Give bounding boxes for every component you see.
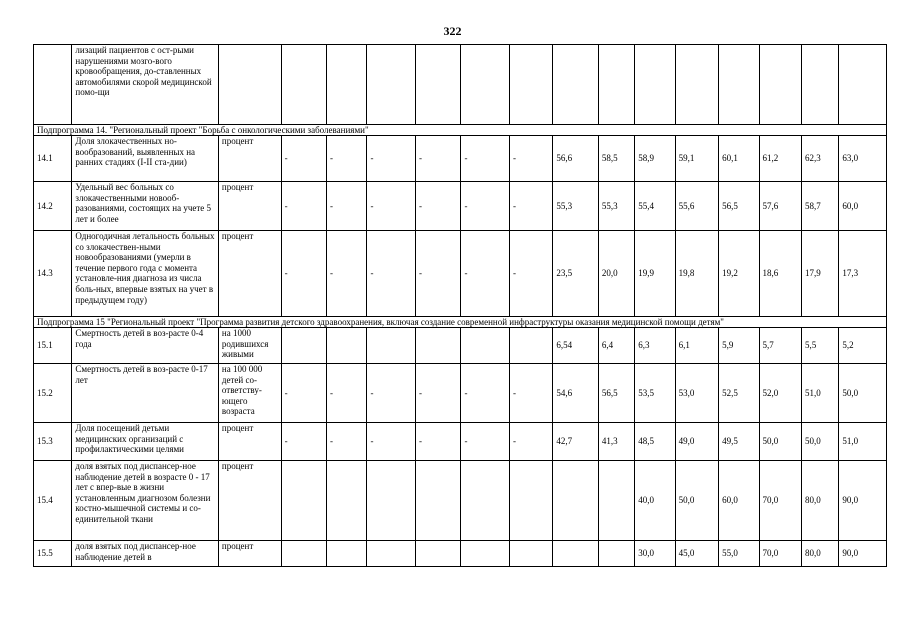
value-cell: 58,9 <box>635 136 675 182</box>
indicators-table <box>33 44 887 567</box>
value-cell <box>553 461 598 541</box>
row-number: 15.1 <box>34 328 72 364</box>
indicator-name: Доля посещений детьми медицинских организаций с профилактическими целями <box>72 423 219 461</box>
value-cell: - <box>461 423 510 461</box>
table-row <box>34 461 887 541</box>
value-cell: - <box>327 423 367 461</box>
value-cell: - <box>509 364 552 423</box>
row-number: 15.3 <box>34 423 72 461</box>
value-cell: 62,3 <box>801 136 838 182</box>
page-number: 322 <box>443 24 462 38</box>
value-cell: - <box>327 364 367 423</box>
value-cell: 55,0 <box>719 541 759 567</box>
value-cell <box>553 541 598 567</box>
value-cell: 17,3 <box>839 231 887 317</box>
value-cell: 90,0 <box>839 541 887 567</box>
value-cell <box>281 328 326 364</box>
value-cell <box>367 541 416 567</box>
indicator-name: Смертность детей в воз-расте 0-17 лет <box>72 364 219 423</box>
value-cell: - <box>367 136 416 182</box>
table-row <box>34 541 887 567</box>
value-cell <box>598 541 634 567</box>
value-cell: 70,0 <box>759 541 801 567</box>
value-cell: 48,5 <box>635 423 675 461</box>
unit-cell: процент <box>218 423 281 461</box>
value-cell: 42,7 <box>553 423 598 461</box>
table-row <box>34 231 887 317</box>
indicator-name: Одногодичная летальность больных со злокачествен-ными новообразованиями (умерли в течение первого года с момента установле-ния диагноза из числа боль-ных, впервые взятых на учет в предыдущем году) <box>72 231 219 317</box>
value-cell: 51,0 <box>801 364 838 423</box>
value-cell: 52,0 <box>759 364 801 423</box>
indicator-name: Удельный вес больных со злокачественными новооб-разованиями, состоящих на учете 5 лет и более <box>72 182 219 231</box>
subprogram-title: Подпрограмма 15 "Региональный проект "Программа развития детского здравоохранения, включая создание современной инфраструктуры оказания медицинской помощи детям" <box>34 317 887 328</box>
value-cell: 20,0 <box>598 231 634 317</box>
value-cell: - <box>415 136 460 182</box>
value-cell: - <box>281 364 326 423</box>
value-cell: 17,9 <box>801 231 838 317</box>
value-cell <box>461 541 510 567</box>
value-cell: - <box>509 231 552 317</box>
value-cell <box>415 541 460 567</box>
value-cell <box>598 461 634 541</box>
value-cell: 59,1 <box>675 136 718 182</box>
table-row <box>34 364 887 423</box>
value-cell: 49,5 <box>719 423 759 461</box>
value-cell: 45,0 <box>675 541 718 567</box>
table-row <box>34 423 887 461</box>
value-cell: 55,6 <box>675 182 718 231</box>
value-cell <box>281 461 326 541</box>
row-number: 15.4 <box>34 461 72 541</box>
value-cell <box>415 461 460 541</box>
value-cell: 6,1 <box>675 328 718 364</box>
indicator-name: Смертность детей в воз-расте 0-4 года <box>72 328 219 364</box>
value-cell: 6,54 <box>553 328 598 364</box>
value-cell: 5,5 <box>801 328 838 364</box>
subprogram-title: Подпрограмма 14. "Региональный проект "Борьба с онкологическими заболеваниями" <box>34 125 887 136</box>
value-cell: - <box>509 136 552 182</box>
value-cell: - <box>367 423 416 461</box>
unit-cell: на 100 000 детей со-ответству-ющего возраста <box>218 364 281 423</box>
value-cell: 56,5 <box>719 182 759 231</box>
value-cell <box>367 328 416 364</box>
value-cell: 5,2 <box>839 328 887 364</box>
value-cell <box>509 328 552 364</box>
value-cell: 50,0 <box>759 423 801 461</box>
value-cell: 60,0 <box>719 461 759 541</box>
value-cell: - <box>281 182 326 231</box>
value-cell: - <box>461 182 510 231</box>
value-cell <box>281 541 326 567</box>
value-cell: - <box>415 364 460 423</box>
table-row <box>34 328 887 364</box>
value-cell: 23,5 <box>553 231 598 317</box>
value-cell: - <box>327 231 367 317</box>
value-cell: 80,0 <box>801 541 838 567</box>
value-cell: 6,4 <box>598 328 634 364</box>
value-cell: 90,0 <box>839 461 887 541</box>
unit-cell: процент <box>218 541 281 567</box>
row-number: 15.5 <box>34 541 72 567</box>
value-cell <box>509 461 552 541</box>
value-cell <box>415 328 460 364</box>
value-cell: 5,9 <box>719 328 759 364</box>
value-cell <box>461 328 510 364</box>
value-cell: 41,3 <box>598 423 634 461</box>
value-cell: 53,5 <box>635 364 675 423</box>
value-cell: 56,6 <box>553 136 598 182</box>
value-cell <box>461 461 510 541</box>
value-cell: 40,0 <box>635 461 675 541</box>
table-row <box>34 136 887 182</box>
value-cell: 19,8 <box>675 231 718 317</box>
table-row <box>34 182 887 231</box>
value-cell: - <box>367 364 416 423</box>
unit-cell: процент <box>218 136 281 182</box>
subprogram-row <box>34 317 887 328</box>
unit-cell: процент <box>218 182 281 231</box>
value-cell: 60,0 <box>839 182 887 231</box>
value-cell: - <box>415 231 460 317</box>
value-cell <box>509 541 552 567</box>
table-row <box>34 45 887 125</box>
value-cell: 51,0 <box>839 423 887 461</box>
value-cell: - <box>281 136 326 182</box>
value-cell <box>327 328 367 364</box>
unit-cell: на 1000 родившихся живыми <box>218 328 281 364</box>
value-cell: 54,6 <box>553 364 598 423</box>
value-cell: - <box>281 423 326 461</box>
value-cell: 19,9 <box>635 231 675 317</box>
value-cell <box>367 461 416 541</box>
value-cell: - <box>461 231 510 317</box>
value-cell: - <box>367 231 416 317</box>
value-cell: 60,1 <box>719 136 759 182</box>
value-cell: 58,7 <box>801 182 838 231</box>
value-cell: 63,0 <box>839 136 887 182</box>
value-cell: - <box>327 136 367 182</box>
unit-cell: процент <box>218 461 281 541</box>
value-cell <box>327 461 367 541</box>
value-cell: - <box>509 423 552 461</box>
value-cell: 55,3 <box>553 182 598 231</box>
value-cell: 30,0 <box>635 541 675 567</box>
value-cell: 56,5 <box>598 364 634 423</box>
unit-cell: процент <box>218 231 281 317</box>
row-number: 14.3 <box>34 231 72 317</box>
value-cell: 55,3 <box>598 182 634 231</box>
value-cell: 50,0 <box>675 461 718 541</box>
value-cell <box>327 541 367 567</box>
value-cell: 6,3 <box>635 328 675 364</box>
value-cell: 49,0 <box>675 423 718 461</box>
value-cell: - <box>367 182 416 231</box>
value-cell: 52,5 <box>719 364 759 423</box>
value-cell: 50,0 <box>801 423 838 461</box>
indicator-name: Доля злокачественных но-вообразований, выявленных на ранних стадиях (I-II ста-дии) <box>72 136 219 182</box>
value-cell: 19,2 <box>719 231 759 317</box>
value-cell: 18,6 <box>759 231 801 317</box>
row-number: 15.2 <box>34 364 72 423</box>
subprogram-row <box>34 125 887 136</box>
value-cell: 80,0 <box>801 461 838 541</box>
value-cell: - <box>461 136 510 182</box>
value-cell: 70,0 <box>759 461 801 541</box>
value-cell: - <box>281 231 326 317</box>
row-number: 14.1 <box>34 136 72 182</box>
indicator-name: лизаций пациентов с ост-рыми нарушениями мозго-вого кровообращения, до-ставленных автомобилями скорой медицинской помо-щи <box>72 45 219 125</box>
value-cell: 55,4 <box>635 182 675 231</box>
value-cell: - <box>415 182 460 231</box>
indicator-name: доля взятых под диспансер-ное наблюдение детей в возрасте 0 - 17 лет с впер-вые в жизни установленным диагнозом болезни костно-мышечной системы и со-единительной ткани <box>72 461 219 541</box>
value-cell: 50,0 <box>839 364 887 423</box>
value-cell: 5,7 <box>759 328 801 364</box>
value-cell: - <box>461 364 510 423</box>
value-cell: 58,5 <box>598 136 634 182</box>
value-cell: - <box>327 182 367 231</box>
value-cell: 61,2 <box>759 136 801 182</box>
value-cell: - <box>509 182 552 231</box>
indicator-name: доля взятых под диспансер-ное наблюдение детей в <box>72 541 219 567</box>
value-cell: 53,0 <box>675 364 718 423</box>
value-cell: - <box>415 423 460 461</box>
value-cell: 57,6 <box>759 182 801 231</box>
row-number: 14.2 <box>34 182 72 231</box>
